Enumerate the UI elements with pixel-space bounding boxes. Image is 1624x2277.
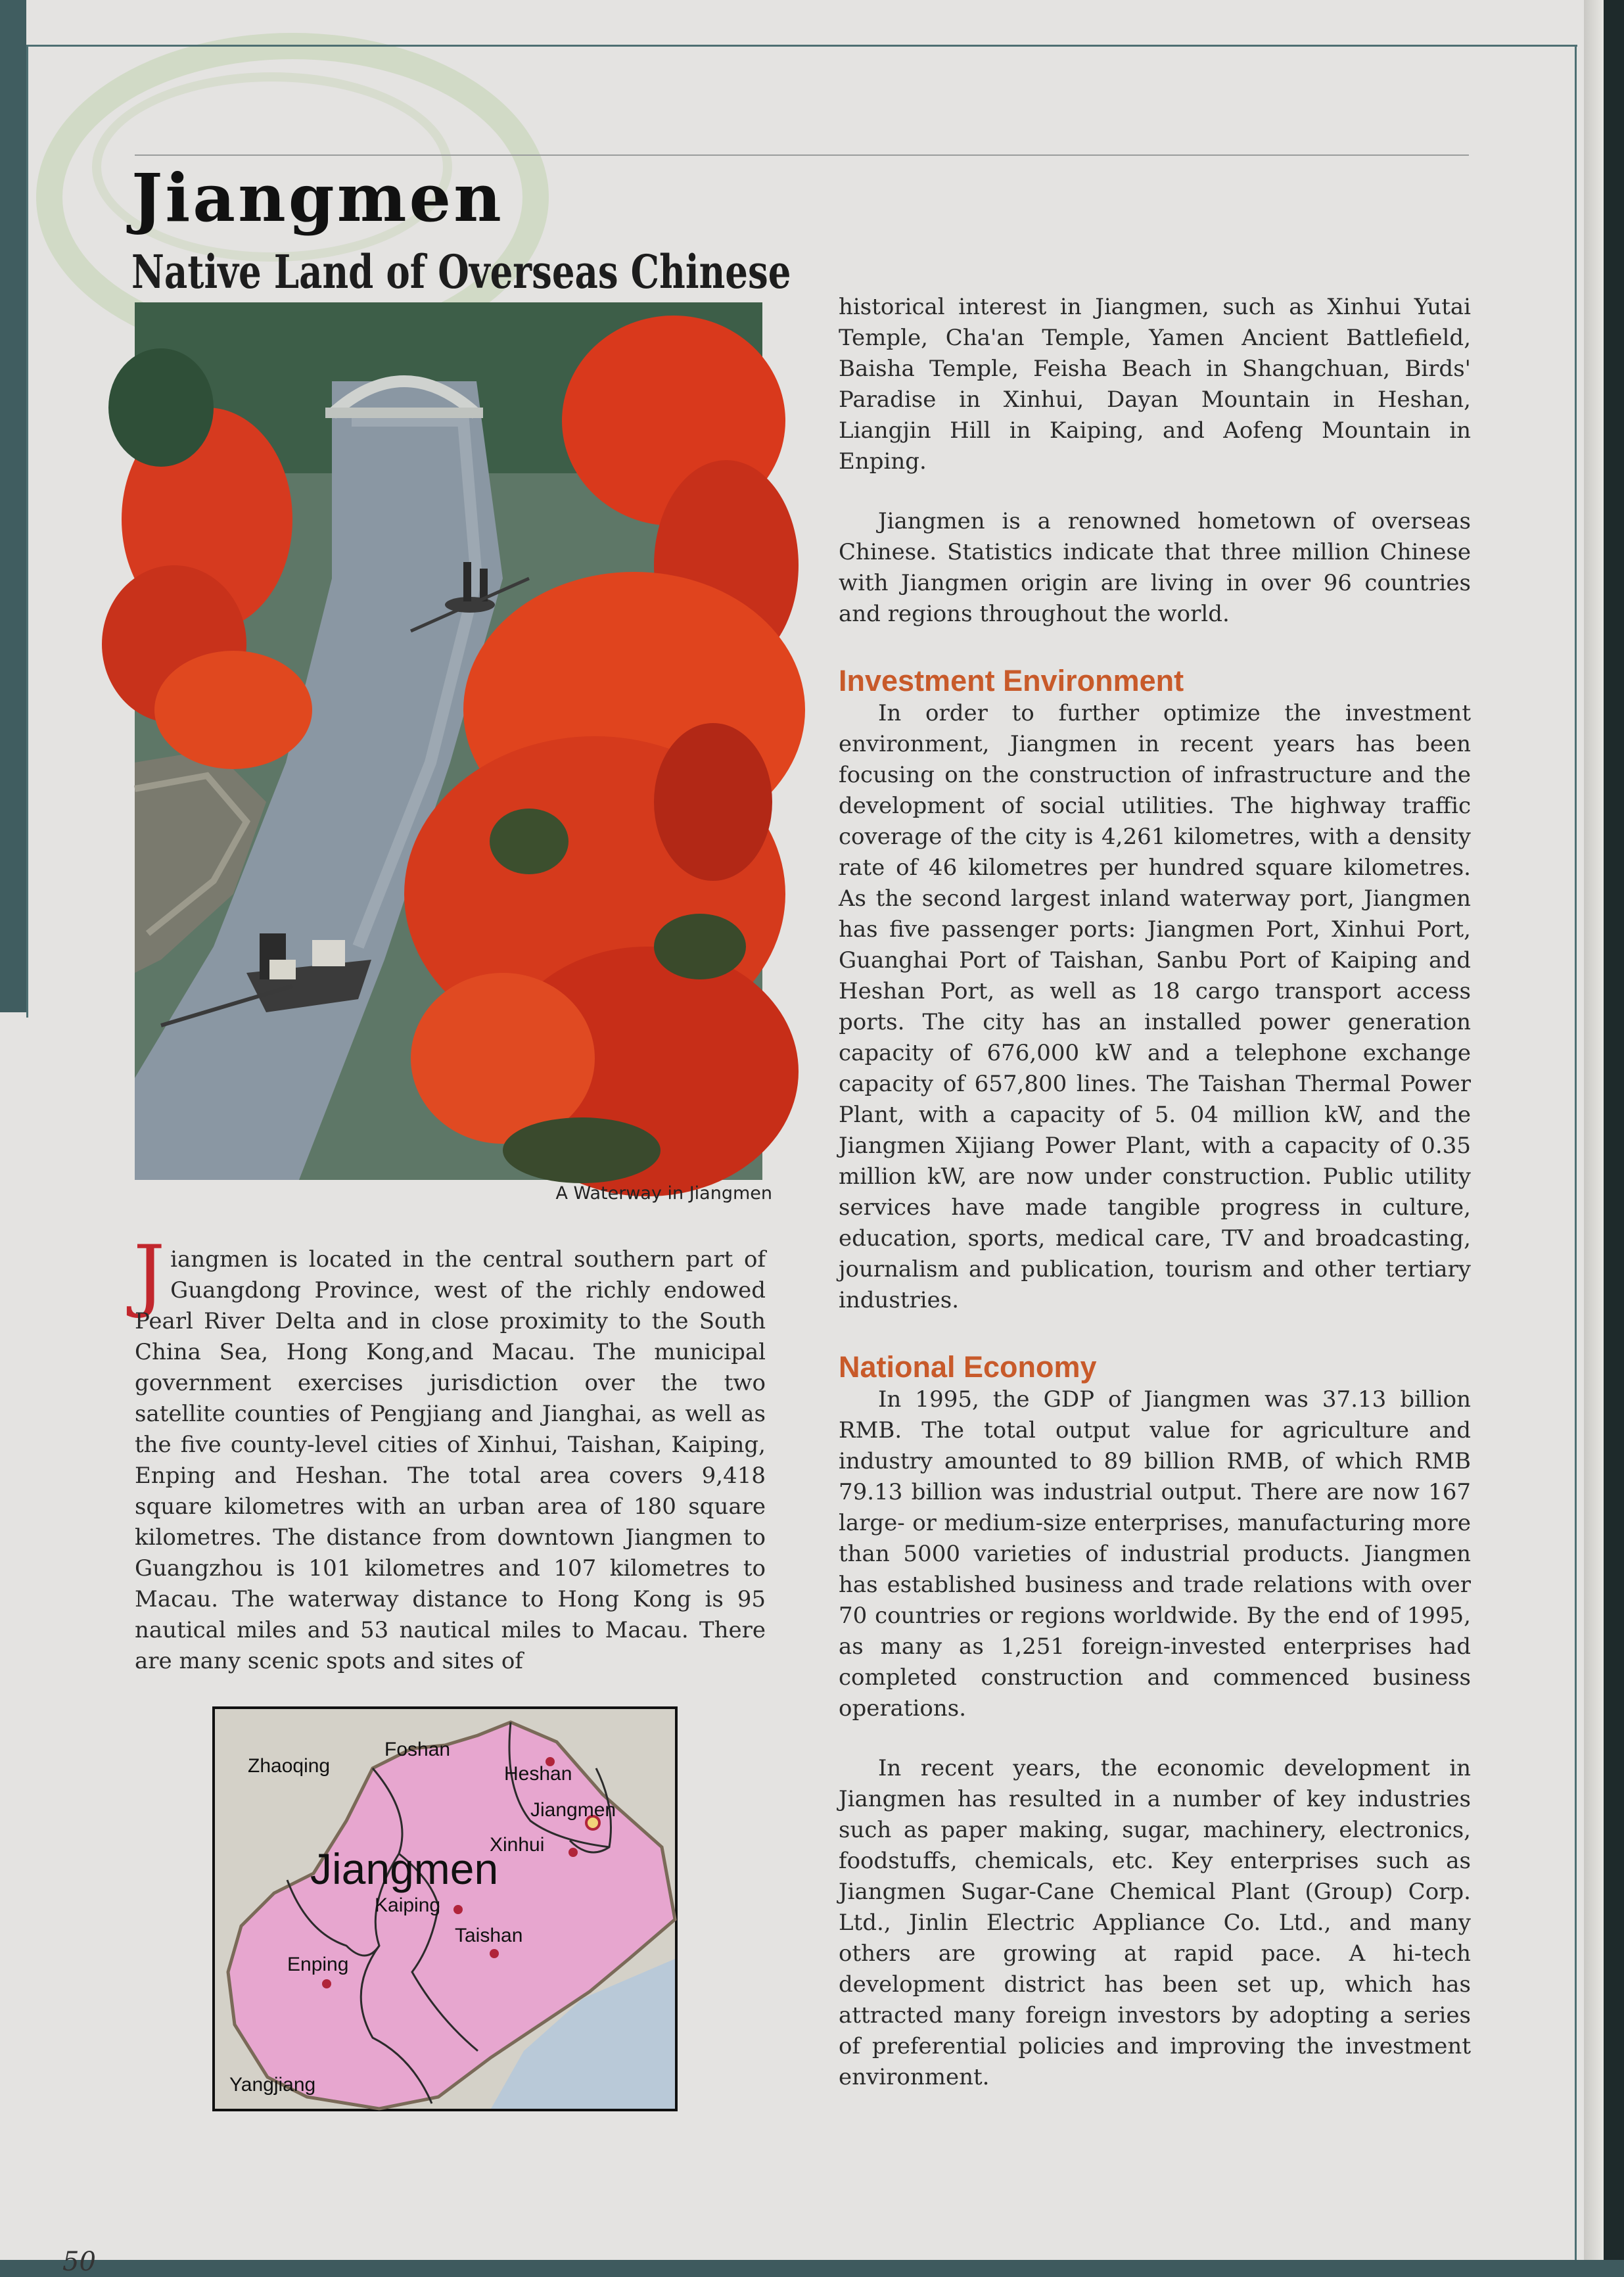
waterway-photo — [135, 302, 762, 1180]
frame-left-rule — [26, 45, 28, 1018]
map-label-kaiping: Kaiping — [375, 1894, 441, 1916]
frame-top-rule — [26, 45, 1577, 47]
title-rule — [135, 154, 1469, 156]
right-column — [839, 292, 1471, 2093]
economy-paragraph: In 1995, the GDP of Jiangmen was 37.13 billion RMB. The total output value for agriculture and industry amounted to 89 billion RMB, of which RMB 79.13 billion was industrial output. There are now 167 large- or medium-size enterprises, manufacturing more than 5000 varieties of industrial products. Jiangmen has established business and trade relations with over 70 countries or regions worldwide. By the end of 1995, as many as 1,251 foreign-invested enterprises had completed construction and commenced business operations. — [839, 1386, 1471, 1722]
investment-heading: Investment Environment — [839, 664, 1184, 697]
continuation-paragraph: historical interest in Jiangmen, such as Xinhui Yutai Temple, Cha'an Temple, Yamen Ancient Battlefield, Baisha Temple, Feisha Beach in Shangchuan, Birds' Paradise in Xinhui, Dayan Mountain in Heshan, Liangjin Hill in Kaiping, and Aofeng Mountain in Enping. — [839, 294, 1471, 475]
frame-right-rule — [1575, 45, 1577, 2260]
photo-caption: A Waterway in Jiangmen — [555, 1183, 772, 1204]
map-label-enping: Enping — [287, 1954, 349, 1975]
map-label-zhaoqing: Zhaoqing — [248, 1755, 331, 1777]
left-color-band — [0, 0, 26, 1012]
map-label-yangjiang: Yangjiang — [229, 2074, 316, 2096]
map-label-taishan: Taishan — [455, 1925, 523, 1946]
industries-paragraph: In recent years, the economic development in Jiangmen has resulted in a number of key industries such as paper making, sugar, machinery, electronics, foodstuffs, chemicals, etc. Key enterprises such as Jiangmen Sugar-Cane Chemical Plant (Group) Corp. Ltd., Jinlin Electric Appliance Co. Ltd., and many others are growing at rapid pace. A hi-tech development district has been set up, which has attracted many foreign investors by adopting a series of preferential policies and improving the investment environment. — [839, 1755, 1471, 2090]
overseas-paragraph: Jiangmen is a renowned hometown of overseas Chinese. Statistics indicate that three million Chinese with Jiangmen origin are living in over 96 countries and regions throughout the world. — [839, 508, 1471, 627]
map-label-jiangmen-city: Jiangmen — [530, 1799, 616, 1821]
map-label-foshan: Foshan — [384, 1739, 451, 1760]
book-spine-edge — [1604, 0, 1624, 2260]
page-subtitle: Native Land of Overseas Chinese — [131, 245, 791, 299]
map-label-xinhui: Xinhui — [490, 1834, 545, 1856]
intro-paragraph-text: iangmen is located in the central southern part of Guangdong Province, west of the richly endowed Pearl River Delta and in close proximity to the South China Sea, Hong Kong,and Macau. The municipal government exercises jurisdiction over the two satellite counties of Pengjiang and Jianghai, as well as the five county-level cities of Xinhui, Taishan, Kaiping, Enping and Heshan. The total area covers 9,418 square kilometres with an urban area of 180 square kilometres. The distance from downtown Jiangmen to Guangzhou is 101 kilometres and 107 kilometres to Macau. The waterway distance to Hong Kong is 95 nautical miles and 53 nautical miles to Macau. There are many scenic spots and sites of — [135, 1246, 766, 1674]
intro-paragraph — [133, 1229, 766, 1677]
investment-paragraph: In order to further optimize the investment environment, Jiangmen in recent years has been focusing on the construction of infrastructure and the development of social utilities. The highway traffic coverage of the city is 4,261 kilometres, with a density rate of 46 kilometres per hundred square kilometres. As the second largest inland waterway port, Jiangmen has five passenger ports: Jiangmen Port, Xinhui Port, Guanghai Port of Taishan, Sanbu Port of Kaiping and Heshan Port, as well as 18 cargo transport access ports. The city has an installed power generation capacity of 676,000 kW and a telephone exchange capacity of 657,800 lines. The Taishan Thermal Power Plant, with a capacity of 5. 04 million kW, and the Jiangmen Xijiang Power Plant, with a capacity of 0.35 million kW, are now under construction. Public utility services have made tangible progress in culture, education, sports, medical care, TV and broadcasting, journalism and publication, tourism and other tertiary industries. — [839, 700, 1471, 1313]
book-spine-shadow — [1584, 0, 1604, 2260]
page-title: Jiangmen — [131, 159, 504, 237]
map-label-heshan: Heshan — [504, 1763, 572, 1785]
economy-heading: National Economy — [839, 1350, 1097, 1384]
jiangmen-map — [212, 1706, 678, 2111]
intro-paragraph-block — [133, 1229, 766, 1677]
map-region-label: Jiangmen — [310, 1844, 499, 1893]
page-number: 50 — [62, 2247, 96, 2277]
drop-cap: J — [133, 1229, 166, 1321]
waterway-photo-illustration — [135, 302, 762, 1180]
